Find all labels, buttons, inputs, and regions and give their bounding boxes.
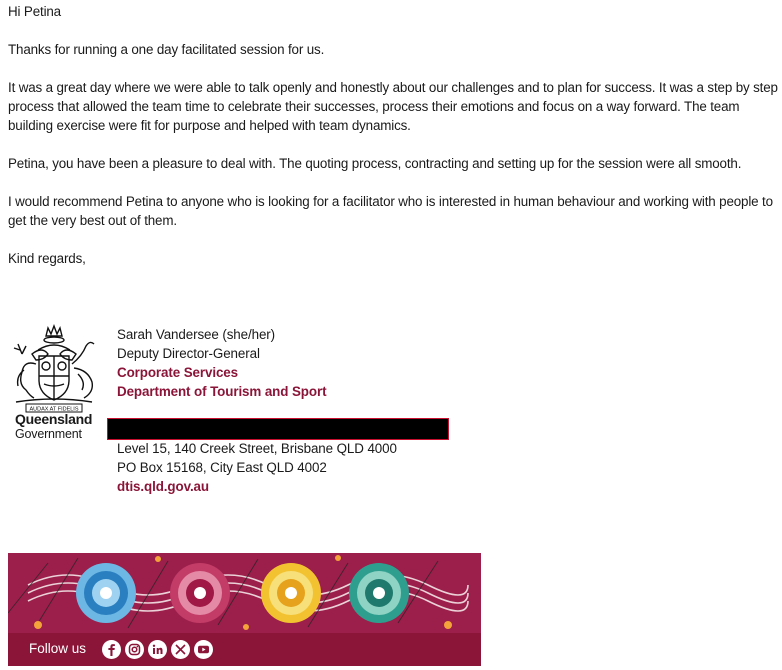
email-paragraph-4: I would recommend Petina to anyone who is looking for a facilitator who is interested in human behaviour and working with people to get the very best out of them. bbox=[8, 194, 773, 228]
instagram-icon[interactable] bbox=[125, 640, 144, 659]
logo-text-queensland: Queensland bbox=[15, 411, 93, 427]
follow-us-bar bbox=[8, 633, 481, 666]
sender-title: Deputy Director-General bbox=[117, 346, 260, 361]
queensland-government-logo bbox=[8, 324, 100, 442]
address-line-2: PO Box 15168, City East QLD 4002 bbox=[117, 460, 327, 475]
facebook-icon[interactable] bbox=[102, 640, 121, 659]
address-block bbox=[117, 439, 397, 496]
follow-us-label: Follow us bbox=[29, 641, 87, 656]
sender-division: Corporate Services bbox=[117, 365, 239, 380]
email-paragraph-1: Thanks for running a one day facilitated session for us. bbox=[8, 42, 325, 57]
email-paragraph-3: Petina, you have been a pleasure to deal with. The quoting process, contracting and setting up for the session were all smooth. bbox=[8, 156, 742, 171]
website-link[interactable]: dtis.qld.gov.au bbox=[117, 479, 209, 494]
linkedin-icon[interactable] bbox=[148, 640, 167, 659]
sender-name: Sarah Vandersee (she/her) bbox=[117, 327, 276, 342]
address-line-1: Level 15, 140 Creek Street, Brisbane QLD 4000 bbox=[117, 441, 397, 456]
signoff: Kind regards, bbox=[8, 251, 86, 266]
email-paragraph-2: It was a great day where we were able to talk openly and honestly about our challenges and to plan for success. It was a step by step process that allowed the team time to celebrate their successes, process their emotions and focus on a way forward. The team building exercise were fit for purpose and helped with team dynamics. bbox=[8, 80, 778, 133]
sender-department: Department of Tourism and Sport bbox=[117, 384, 327, 399]
greeting: Hi Petina bbox=[8, 4, 61, 19]
logo-motto: AUDAX AT FIDELIS bbox=[29, 406, 79, 413]
indigenous-artwork-banner bbox=[8, 553, 481, 633]
logo-text-government: Government bbox=[15, 427, 82, 441]
youtube-icon[interactable] bbox=[194, 640, 213, 659]
redaction-bar bbox=[107, 418, 449, 440]
x-icon[interactable] bbox=[171, 640, 190, 659]
signature-block bbox=[117, 325, 326, 401]
coat-of-arms-icon bbox=[8, 324, 100, 414]
social-banner bbox=[8, 553, 481, 666]
